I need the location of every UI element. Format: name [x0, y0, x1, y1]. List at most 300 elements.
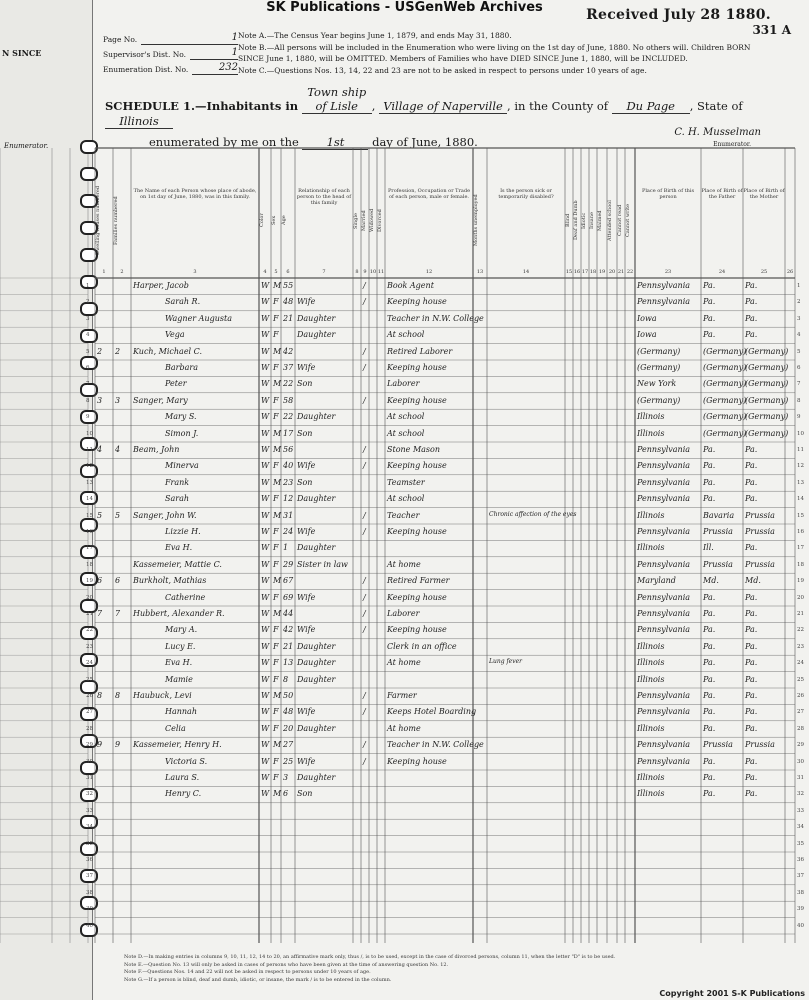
occupation-cell: At home — [387, 723, 421, 733]
column-header: Cannot read — [617, 204, 623, 237]
row-number: 23 — [797, 643, 804, 650]
row-number: 5 — [797, 348, 801, 355]
age-cell: 67 — [283, 576, 294, 586]
age-cell: 55 — [283, 281, 294, 290]
row-number: 13 — [797, 479, 804, 486]
age-cell: 31 — [283, 510, 294, 520]
birthplace-cell: (Germany) — [637, 346, 681, 356]
person-name: Victoria S. — [165, 756, 208, 766]
birthplace-cell: Illinois — [637, 789, 665, 799]
row-number: 21 — [86, 611, 93, 617]
row-number: 10 — [86, 430, 93, 437]
dwelling-number: 9 — [97, 740, 103, 750]
father-birthplace-cell: Bavaria — [703, 510, 735, 520]
occupation-cell: Teacher — [387, 510, 420, 520]
sickness-cell: Lung fever — [489, 658, 523, 666]
row-number: 35 — [86, 840, 93, 847]
person-name: Frank — [165, 477, 190, 487]
color-cell: W — [261, 543, 270, 553]
birthplace-cell: Illinois — [637, 773, 665, 782]
mother-birthplace-cell: (Germany) — [745, 412, 789, 422]
row-number: 40 — [86, 922, 93, 929]
birthplace-cell: New York — [637, 379, 677, 389]
person-name: Beam, John — [133, 445, 180, 454]
sex-cell: F — [273, 641, 279, 651]
relationship-cell: Daughter — [297, 658, 336, 668]
person-name: Vega — [165, 330, 185, 340]
column-number: 5 — [274, 269, 278, 275]
column-number: 23 — [664, 269, 672, 275]
column-number: 16 — [573, 269, 581, 275]
birthplace-cell: Illinois — [637, 428, 665, 438]
mother-birthplace-cell: (Germany) — [745, 346, 789, 356]
village-field: Village of Naperville — [379, 99, 507, 114]
color-cell: W — [261, 428, 270, 438]
relationship-cell: Daughter — [297, 330, 336, 340]
sex-cell: M — [273, 740, 282, 750]
column-header: Relationship of each person to the head of this family — [296, 188, 352, 206]
color-cell: W — [261, 412, 270, 422]
father-birthplace-cell: Pa. — [703, 461, 716, 471]
column-header: Place of Birth of this person — [641, 188, 695, 200]
age-cell: 3 — [283, 773, 289, 782]
birthplace-cell: Illinois — [637, 641, 665, 651]
age-cell: 23 — [283, 477, 294, 487]
person-name: Mary A. — [165, 625, 198, 635]
supervisor-dist-value: 1 — [190, 46, 238, 61]
father-birthplace-cell: Pa. — [703, 789, 716, 799]
column-number: 6 — [286, 269, 290, 275]
married-mark: / — [363, 592, 366, 602]
birthplace-cell: Pennsylvania — [637, 625, 691, 635]
family-number: 4 — [115, 445, 121, 454]
age-cell: 12 — [283, 494, 294, 504]
married-mark: / — [363, 281, 366, 290]
row-number: 6 — [86, 365, 90, 371]
mother-birthplace-cell: Pa. — [745, 313, 758, 323]
relationship-cell: Son — [297, 477, 313, 487]
married-mark: / — [363, 625, 366, 635]
person-name: Harper, Jacob — [133, 281, 189, 290]
relationship-cell: Wife — [297, 297, 316, 307]
column-header: Blind — [565, 213, 571, 228]
occupation-cell: At school — [387, 494, 425, 504]
town-field: Town ship of Lisle — [302, 85, 372, 114]
row-number: 33 — [797, 807, 804, 814]
mother-birthplace-cell: Pa. — [745, 297, 758, 307]
person-name: Wagner Augusta — [165, 313, 232, 323]
age-cell: 42 — [283, 346, 294, 356]
person-name: Burkholt, Mathias — [133, 576, 207, 586]
birthplace-cell: Illinois — [637, 510, 665, 520]
sex-cell: F — [273, 412, 279, 422]
person-name: Catherine — [165, 592, 206, 602]
color-cell: W — [261, 395, 270, 405]
relationship-cell: Wife — [297, 707, 316, 717]
age-cell: 50 — [283, 691, 294, 700]
father-birthplace-cell: Pa. — [703, 674, 716, 684]
person-name: Laura S. — [165, 773, 200, 782]
father-birthplace-cell: Pa. — [703, 494, 716, 504]
relationship-cell: Daughter — [297, 494, 336, 504]
occupation-cell: Retired Laborer — [387, 346, 453, 356]
row-number: 37 — [797, 873, 804, 880]
row-number: 12 — [797, 463, 804, 470]
column-number: 24 — [718, 269, 726, 275]
father-birthplace-cell: Pa. — [703, 773, 716, 782]
father-birthplace-cell: Pa. — [703, 313, 716, 323]
birthplace-cell: Pennsylvania — [637, 445, 691, 454]
column-number: 25 — [760, 269, 768, 275]
district-info — [103, 30, 238, 75]
color-cell: W — [261, 658, 270, 668]
occupation-cell: Keeping house — [387, 625, 447, 635]
occupation-cell: At school — [387, 412, 425, 422]
column-header: Insane — [589, 212, 595, 229]
column-header: Months unemployed — [473, 194, 479, 247]
relationship-cell: Daughter — [297, 723, 336, 733]
supervisor-dist-label: Supervisor's Dist. No. — [103, 49, 187, 59]
relationship-cell: Daughter — [297, 641, 336, 651]
page-no-value: 1 — [141, 31, 238, 46]
mother-birthplace-cell: Pa. — [745, 281, 758, 290]
family-number: 9 — [115, 740, 121, 750]
enumerator-signature: C. H. Musselman — [674, 127, 761, 138]
father-birthplace-cell: (Germany) — [703, 395, 747, 405]
birthplace-cell: Pennsylvania — [637, 461, 691, 471]
sex-cell: F — [273, 658, 279, 668]
column-number: 10 — [369, 269, 377, 275]
father-birthplace-cell: Pa. — [703, 330, 716, 340]
married-mark: / — [363, 707, 366, 717]
age-cell: 40 — [283, 461, 294, 471]
color-cell: W — [261, 527, 270, 536]
archive-banner: SK Publications - USGenWeb Archives — [266, 0, 543, 15]
birthplace-cell: Illinois — [637, 543, 665, 553]
sex-cell: F — [273, 330, 279, 340]
person-name: Peter — [165, 379, 187, 389]
birthplace-cell: Pennsylvania — [637, 740, 691, 750]
row-number: 36 — [86, 857, 93, 863]
mother-birthplace-cell: Pa. — [745, 461, 758, 471]
row-number: 24 — [86, 660, 93, 667]
column-header: Cannot write — [625, 203, 631, 238]
birthplace-cell: Iowa — [637, 313, 657, 323]
occupation-cell: Stone Mason — [387, 445, 440, 454]
note-f: Note F.—Questions Nos. 14 and 22 will not be asked in respect to persons under 10 years of age. — [124, 969, 371, 975]
dwelling-number: 4 — [97, 445, 103, 454]
married-mark: / — [363, 510, 366, 520]
occupation-cell: At home — [387, 658, 421, 668]
column-number: 7 — [322, 269, 326, 275]
note-d: Note D.—In making entries in columns 9, 10, 11, 12, 14 to 20, an affirmative mark only, thus /, is to be used, except in the case of divorced persons, column 11, when the letter "D" is to be used. — [124, 954, 616, 960]
relationship-cell: Daughter — [297, 543, 336, 553]
occupation-cell: Book Agent — [387, 281, 434, 290]
married-mark: / — [363, 461, 366, 471]
color-cell: W — [261, 756, 270, 766]
column-header: The Name of each Person whose place of abode, on 1st day of June, 1880, was in this family. — [133, 188, 257, 200]
row-number: 21 — [797, 611, 804, 617]
age-cell: 6 — [283, 789, 289, 799]
occupation-cell: Keeping house — [387, 395, 447, 405]
row-number: 38 — [797, 889, 804, 896]
father-birthplace-cell: (Germany) — [703, 428, 747, 438]
mother-birthplace-cell: Pa. — [745, 773, 758, 782]
father-birthplace-cell: Pa. — [703, 707, 716, 717]
color-cell: W — [261, 576, 270, 586]
row-number: 16 — [86, 529, 93, 535]
row-number: 9 — [797, 414, 801, 421]
birthplace-cell: Pennsylvania — [637, 609, 691, 618]
married-mark: / — [363, 363, 366, 372]
person-name: Eva H. — [165, 543, 193, 553]
color-cell: W — [261, 625, 270, 635]
column-header: Place of Birth of the Father — [701, 188, 743, 200]
column-number: 22 — [626, 269, 634, 275]
state-text: , State of — [689, 99, 743, 113]
row-number: 11 — [86, 447, 93, 453]
age-cell: 42 — [283, 625, 294, 635]
row-number: 34 — [86, 824, 93, 831]
age-cell: 27 — [283, 740, 294, 750]
relationship-cell: Daughter — [297, 674, 336, 684]
mother-birthplace-cell: Pa. — [745, 625, 758, 635]
sex-cell: F — [273, 395, 279, 405]
father-birthplace-cell: Pa. — [703, 592, 716, 602]
person-name: Hannah — [165, 707, 197, 717]
father-birthplace-cell: Pa. — [703, 477, 716, 487]
sex-cell: F — [273, 756, 279, 766]
color-cell: W — [261, 510, 270, 520]
birthplace-cell: Pennsylvania — [637, 559, 691, 569]
relationship-cell: Son — [297, 379, 313, 389]
age-cell: 24 — [283, 527, 294, 536]
mother-birthplace-cell: Pa. — [745, 609, 758, 618]
birthplace-cell: Maryland — [637, 576, 676, 586]
occupation-cell: Teamster — [387, 477, 425, 487]
birthplace-cell: (Germany) — [637, 395, 681, 405]
sex-cell: M — [273, 609, 282, 618]
page-number-value: 331 — [752, 23, 778, 37]
mother-birthplace-cell: (Germany) — [745, 363, 789, 372]
relationship-cell: Sister in law — [297, 559, 348, 569]
occupation-cell: Teacher in N.W. College — [387, 740, 484, 750]
person-name: Henry C. — [165, 789, 202, 799]
age-cell: 1 — [283, 543, 289, 553]
family-number: 6 — [115, 576, 121, 586]
sex-cell: F — [273, 363, 279, 372]
occupation-cell: Laborer — [387, 609, 420, 618]
row-number: 4 — [86, 332, 90, 339]
sex-cell: M — [273, 576, 282, 586]
mother-birthplace-cell: Pa. — [745, 477, 758, 487]
sex-cell: M — [273, 477, 282, 487]
sex-cell: F — [273, 313, 279, 323]
column-header: Age — [281, 215, 287, 226]
married-mark: / — [363, 576, 366, 586]
note-a: Note A.—The Census Year begins June 1, 1879, and ends May 31, 1880. — [238, 31, 512, 40]
age-cell: 21 — [283, 641, 294, 651]
age-cell: 48 — [283, 707, 294, 717]
column-header: Place of Birth of the Mother — [743, 188, 785, 200]
row-number: 26 — [797, 693, 804, 699]
birthplace-cell: Pennsylvania — [637, 592, 691, 602]
married-mark: / — [363, 297, 366, 307]
row-number: 26 — [86, 693, 93, 699]
dwelling-number: 8 — [97, 691, 103, 700]
column-header: Profession, Occupation or Trade of each person, male or female. — [387, 188, 471, 200]
father-birthplace-cell: Pa. — [703, 281, 716, 290]
row-number: 30 — [86, 758, 93, 765]
mother-birthplace-cell: Pa. — [745, 445, 758, 454]
column-number: 26 — [786, 269, 794, 275]
enumeration-dist-value: 232 — [192, 61, 238, 76]
mother-birthplace-cell: Pa. — [745, 674, 758, 684]
row-number: 8 — [797, 397, 801, 404]
column-number: 15 — [565, 269, 573, 275]
row-number: 18 — [797, 561, 804, 568]
row-number: 31 — [86, 775, 93, 781]
row-number: 28 — [86, 725, 93, 732]
color-cell: W — [261, 674, 270, 684]
color-cell: W — [261, 773, 270, 782]
relationship-cell: Son — [297, 428, 313, 438]
schedule-title: SCHEDULE 1.—Inhabitants in — [105, 99, 299, 113]
row-number: 13 — [86, 479, 93, 486]
mother-birthplace-cell: Pa. — [745, 494, 758, 504]
color-cell: W — [261, 691, 270, 700]
color-cell: W — [261, 379, 270, 389]
row-number: 17 — [86, 545, 93, 552]
father-birthplace-cell: (Germany) — [703, 363, 747, 372]
mother-birthplace-cell: Pa. — [745, 756, 758, 766]
relationship-cell: Wife — [297, 461, 316, 471]
married-mark: / — [363, 445, 366, 454]
row-number: 16 — [797, 529, 804, 535]
birthplace-cell: Pennsylvania — [637, 756, 691, 766]
father-birthplace-cell: Pa. — [703, 658, 716, 668]
sex-cell: F — [273, 297, 279, 307]
column-number: 4 — [263, 269, 267, 275]
instruction-notes — [238, 30, 758, 77]
person-name: Lucy E. — [165, 641, 196, 651]
row-number: 14 — [86, 496, 93, 503]
age-cell: 8 — [283, 674, 289, 684]
color-cell: W — [261, 281, 270, 290]
mother-birthplace-cell: Pa. — [745, 707, 758, 717]
father-birthplace-cell: Pa. — [703, 641, 716, 651]
color-cell: W — [261, 445, 270, 454]
color-cell: W — [261, 461, 270, 471]
row-number: 29 — [86, 742, 93, 749]
dwelling-number: 6 — [97, 576, 103, 586]
mother-birthplace-cell: Pa. — [745, 789, 758, 799]
occupation-cell: Keeping house — [387, 592, 447, 602]
occupation-cell: Retired Farmer — [387, 576, 450, 586]
mother-birthplace-cell: Pa. — [745, 723, 758, 733]
row-number: 7 — [797, 381, 801, 388]
birthplace-cell: Illinois — [637, 658, 665, 668]
row-number: 15 — [86, 512, 93, 519]
father-birthplace-cell: Pa. — [703, 609, 716, 618]
row-number: 39 — [797, 906, 804, 913]
column-number: 8 — [355, 269, 359, 275]
page-letter: A — [781, 23, 791, 37]
birthplace-cell: (Germany) — [637, 363, 681, 372]
row-number: 12 — [86, 463, 93, 470]
county-text: , in the County of — [507, 99, 609, 113]
state-field: Illinois — [105, 114, 173, 129]
father-birthplace-cell: Pa. — [703, 756, 716, 766]
enumerated-end-text: day of June, 1880. — [372, 135, 478, 149]
married-mark: / — [363, 609, 366, 618]
mother-birthplace-cell: (Germany) — [745, 395, 789, 405]
enumerator-label: Enumerator. — [713, 141, 751, 148]
row-number: 20 — [86, 594, 93, 601]
row-number: 23 — [86, 643, 93, 650]
age-cell: 29 — [283, 559, 294, 569]
left-enumerator-label: Enumerator. — [4, 142, 49, 150]
mother-birthplace-cell: Prussia — [745, 559, 775, 569]
row-number: 24 — [797, 660, 804, 667]
column-number: 20 — [608, 269, 616, 275]
sex-cell: F — [273, 461, 279, 471]
age-cell: 56 — [283, 445, 294, 454]
column-header: Sex — [271, 215, 277, 226]
relationship-cell: Daughter — [297, 412, 336, 422]
occupation-cell: Laborer — [387, 379, 420, 389]
relationship-cell: Daughter — [297, 313, 336, 323]
person-name: Mary S. — [165, 412, 197, 422]
row-number: 18 — [86, 561, 93, 568]
column-number: 3 — [193, 269, 197, 275]
row-number: 8 — [86, 397, 90, 404]
sex-cell: F — [273, 707, 279, 717]
sex-cell: F — [273, 723, 279, 733]
dwelling-number: 2 — [97, 346, 103, 356]
row-number: 35 — [797, 840, 804, 847]
occupation-cell: Teacher in N.W. College — [387, 313, 484, 323]
row-number: 32 — [86, 791, 93, 798]
age-cell: 25 — [283, 756, 294, 766]
sex-cell: F — [273, 559, 279, 569]
row-number: 19 — [86, 578, 93, 585]
row-number: 36 — [797, 857, 804, 863]
father-birthplace-cell: Pa. — [703, 723, 716, 733]
sex-cell: F — [273, 543, 279, 553]
row-number: 27 — [86, 709, 93, 716]
census-table — [86, 148, 804, 943]
sex-cell: M — [273, 346, 282, 356]
color-cell: W — [261, 494, 270, 504]
note-g: Note G.—If a person is blind, deaf and dumb, idiotic, or insane, the mark / is to be entered in the column. — [124, 976, 392, 983]
column-header: Is the person sick or temporarily disabled? — [498, 188, 554, 200]
dwelling-number: 5 — [97, 510, 103, 520]
color-cell: W — [261, 592, 270, 602]
occupation-cell: Keeping house — [387, 363, 447, 372]
row-number: 25 — [797, 676, 804, 683]
column-header: Divorced — [377, 209, 383, 232]
mother-birthplace-cell: Md. — [745, 576, 761, 586]
person-name: Sanger, John W. — [133, 510, 197, 520]
dwelling-number: 3 — [97, 395, 103, 405]
age-cell: 21 — [283, 313, 294, 323]
table-rules — [95, 148, 795, 943]
column-header: Idiotic — [581, 212, 587, 229]
county-field: Du Page — [612, 99, 690, 114]
occupation-cell: Keeps Hotel Boarding — [387, 707, 477, 717]
column-header: Dwelling houses numbered — [95, 185, 101, 256]
